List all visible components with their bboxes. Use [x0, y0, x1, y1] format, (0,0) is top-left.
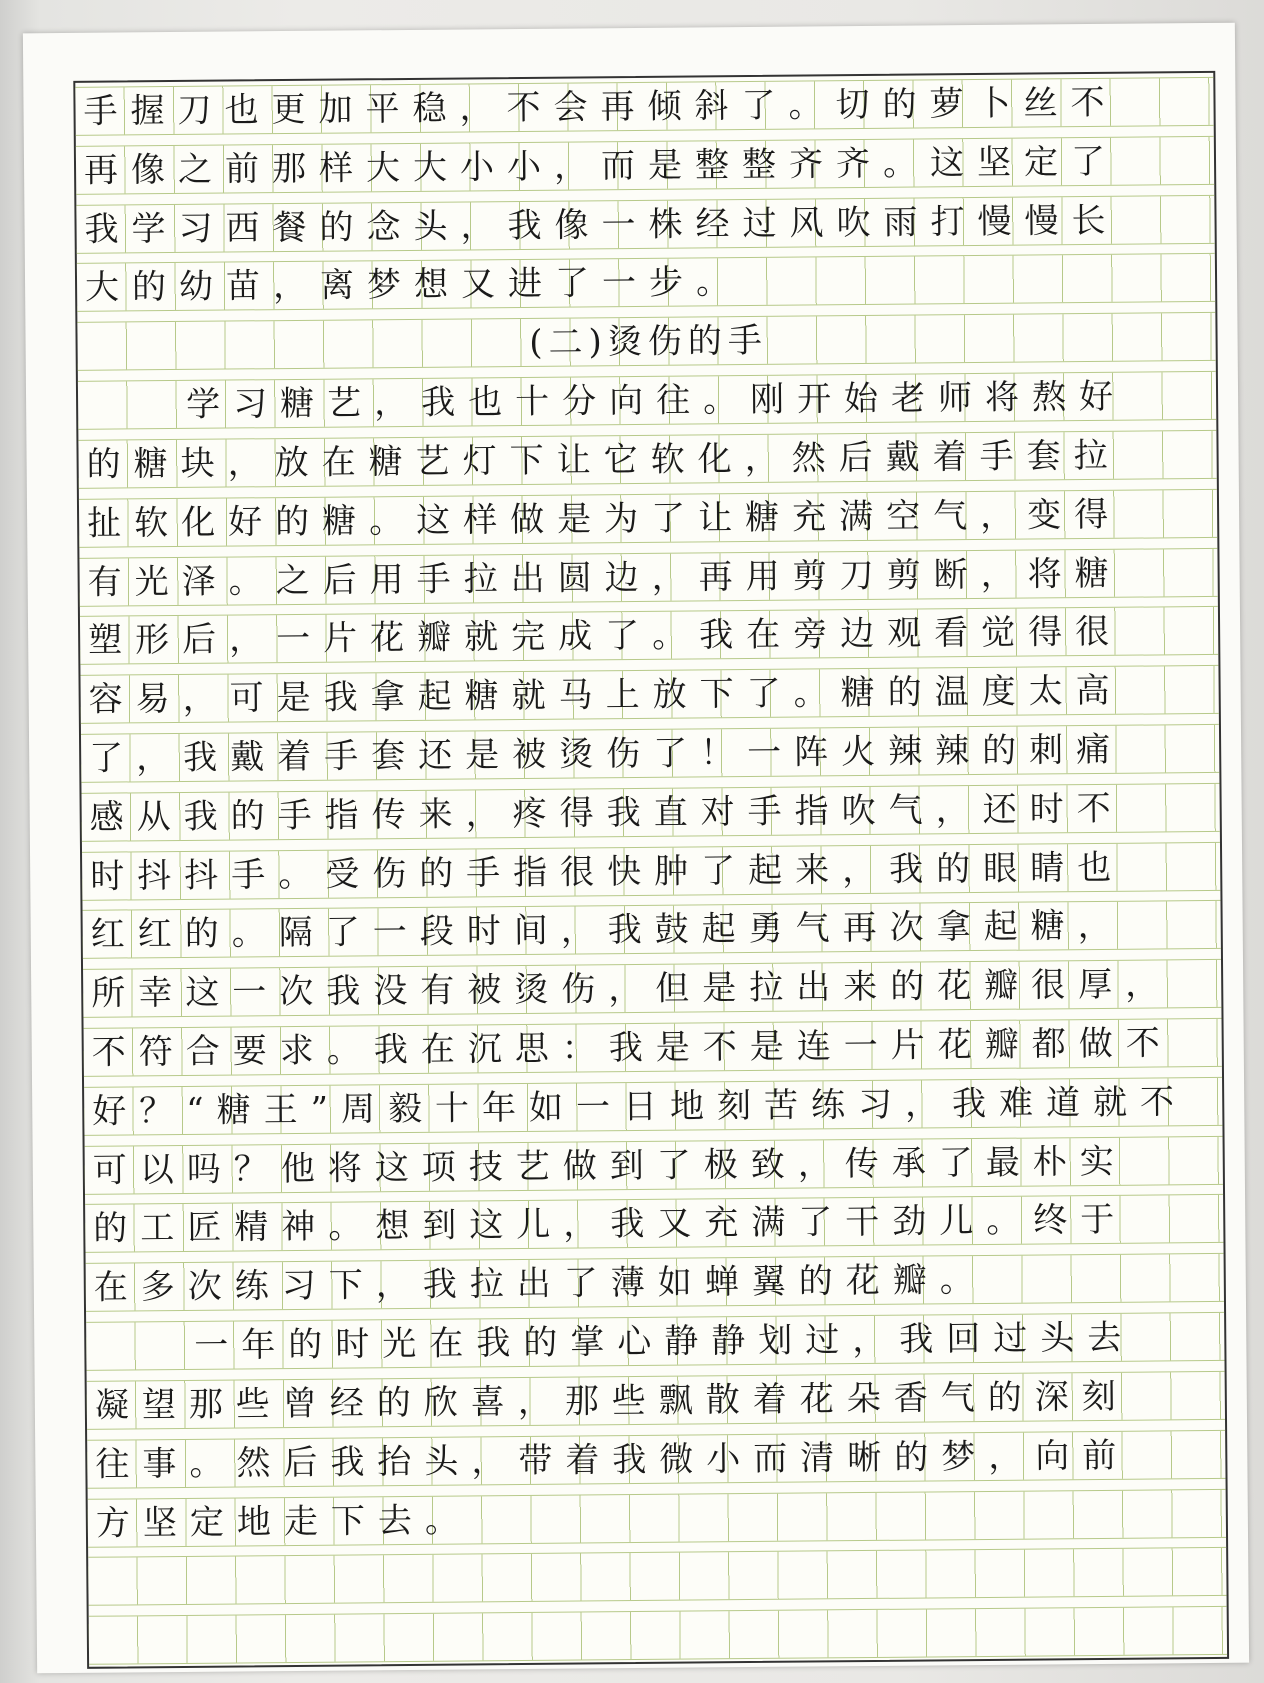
text-line: 在多次练习下，我拉出了薄如蝉翼的花瓣。 [93, 1260, 987, 1309]
text-line: 往事。然后我抬头，带着我微小而清晰的梦，向前 [95, 1435, 1130, 1485]
section-heading: (二)烫伤的手 [529, 321, 769, 364]
grid-row [79, 547, 1217, 606]
grid-row [83, 900, 1221, 959]
text-line: 有光泽。之后用手拉出圆边，再用剪刀剪断，将糖 [87, 553, 1122, 603]
grid-row [88, 1488, 1226, 1547]
grid-row [80, 606, 1218, 665]
grid-row [78, 430, 1216, 489]
text-line: 学习糖艺，我也十分向往。刚开始老师将熬好 [185, 376, 1127, 425]
grid-row [86, 1312, 1224, 1371]
grid-row [81, 783, 1219, 842]
grid-row [76, 136, 1214, 195]
text-line: 可以吗？他将这项技艺做到了极致，传承了最朴实 [92, 1141, 1127, 1191]
grid-row [80, 665, 1218, 724]
text-line: 时抖抖手。受伤的手指很快肿了起来，我的眼睛也 [90, 847, 1125, 897]
grid-row [87, 1430, 1225, 1489]
text-line: 再像之前那样大大小小，而是整整齐齐。这坚定了 [83, 141, 1119, 191]
text-line: 大的幼苗，离梦想又进了一步。 [84, 262, 744, 309]
grid-row [85, 1194, 1223, 1253]
grid-row [75, 77, 1213, 136]
text-line: 的工匠精神。想到这儿，我又充满了干劲儿。终于 [93, 1200, 1128, 1250]
grid-row [76, 195, 1214, 254]
grid-row [81, 724, 1219, 783]
text-line: 我学习西餐的念头，我像一株经过风吹雨打慢慢长 [84, 200, 1119, 250]
text-line: 感从我的手指传来，疼得我直对手指吹气，还时不 [89, 788, 1124, 838]
text-line: 所幸这一次我没有被烫伤，但是拉出来的花瓣很厚， [91, 964, 1173, 1014]
grid-row [87, 1371, 1225, 1430]
text-line: 方坚定地走下去。 [95, 1500, 473, 1544]
text-line: 凝望那些曾经的欣喜，那些飘散着花朵香气的深刻 [94, 1376, 1129, 1426]
grid-row [86, 1253, 1224, 1312]
text-line: 手握刀也更加平稳，不会再倾斜了。切的萝卜丝不 [83, 82, 1118, 132]
composition-grid [73, 71, 1229, 1669]
grid-row [84, 1077, 1222, 1136]
grid-row [89, 1606, 1227, 1665]
grid-row [77, 312, 1215, 371]
text-line [97, 1610, 1223, 1620]
grid-row [88, 1547, 1226, 1606]
text-line: 一年的时光在我的掌心静静划过，我回过头去 [194, 1317, 1135, 1366]
text-line: 容易，可是我拿起糖就马上放下了。糖的温度太高 [88, 670, 1123, 720]
text-line: 扯软化好的糖。这样做是为了让糖充满空气，变得 [86, 494, 1122, 544]
grid-row [83, 959, 1221, 1018]
grid-row [84, 1018, 1222, 1077]
text-line: 红红的。隔了一段时间，我鼓起勇气再次拿起糖， [90, 906, 1125, 956]
handwritten-page [23, 23, 1249, 1674]
grid-row [82, 841, 1220, 900]
text-line: 了，我戴着手套还是被烫伤了！一阵火辣辣的刺痛 [89, 729, 1124, 779]
text-line [96, 1551, 1222, 1561]
grid-row [77, 253, 1215, 312]
text-line: 好？“糖王”周毅十年如一日地刻苦练习，我难道就不 [92, 1082, 1188, 1132]
text-line: 不符合要求。我在沉思：我是不是连一片花瓣都做不 [91, 1023, 1173, 1073]
text-line: 的糖块，放在糖艺灯下让它软化，然后戴着手套拉 [86, 435, 1121, 485]
grid-row [79, 489, 1217, 548]
grid-row [85, 1136, 1223, 1195]
grid-row [78, 371, 1216, 430]
text-line: 塑形后，一片花瓣就完成了。我在旁边观看觉得很 [87, 612, 1123, 662]
